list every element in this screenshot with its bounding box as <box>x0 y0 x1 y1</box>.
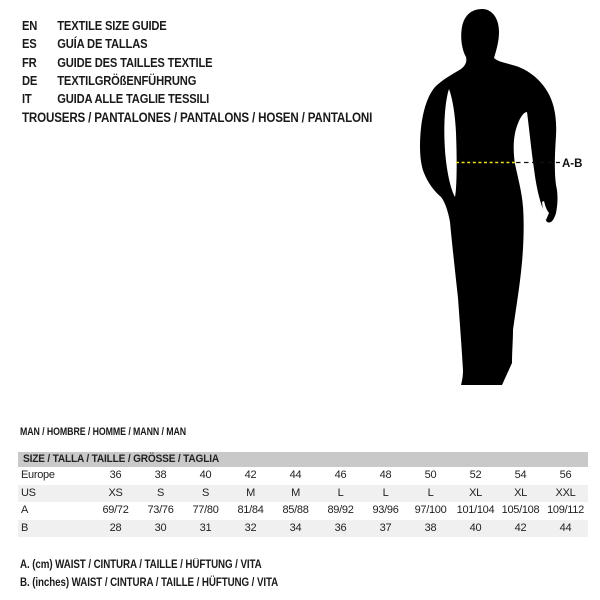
size-cell: L <box>337 486 344 499</box>
size-cell: 81/84 <box>237 504 264 516</box>
size-cell: 38 <box>424 521 437 534</box>
size-table-header-bar <box>18 452 588 467</box>
language-code: FR <box>22 54 37 70</box>
size-cell: 97/100 <box>414 504 447 516</box>
size-cell: 109/112 <box>547 504 584 516</box>
size-cell: 105/108 <box>501 504 540 516</box>
table-row <box>18 502 588 520</box>
size-cell: XXL <box>555 486 576 499</box>
size-cell: 54 <box>514 469 527 481</box>
waist-measure-label: A-B <box>562 158 583 170</box>
size-cell: 46 <box>334 469 347 481</box>
size-cell: S <box>201 486 210 499</box>
size-cell: 31 <box>199 521 212 534</box>
size-cell: 56 <box>559 469 572 481</box>
size-cell: 40 <box>469 521 482 534</box>
row-label: B <box>21 521 29 534</box>
footnote-b: B. (inches) WAIST / CINTURA / TAILLE / HÜFTUNG / VITA <box>20 577 279 590</box>
size-cell: 89/92 <box>327 504 354 516</box>
size-cell: 34 <box>289 521 302 534</box>
size-cell: 50 <box>424 469 437 481</box>
language-title: TEXTILGRÖßENFÜHRUNG <box>57 72 197 88</box>
size-cell: 85/88 <box>282 504 309 516</box>
size-cell: 36 <box>109 469 122 481</box>
size-cell: 32 <box>244 521 257 534</box>
row-label: Europe <box>21 469 55 481</box>
size-table <box>18 452 588 537</box>
language-code: ES <box>22 36 37 52</box>
table-row <box>18 467 588 485</box>
size-cell: 48 <box>379 469 392 481</box>
language-title: GUIDE DES TAILLES TEXTILE <box>57 54 213 70</box>
language-title: GUIDA ALLE TAGLIE TESSILI <box>57 91 210 107</box>
size-cell: 101/104 <box>456 504 495 516</box>
size-table-header-label: SIZE / TALLA / TAILLE / GRÖSSE / TAGLIA <box>23 453 219 465</box>
size-cell: 37 <box>379 521 392 534</box>
size-cell: 36 <box>334 521 347 534</box>
size-cell: 42 <box>514 521 527 534</box>
language-title: GUÍA DE TALLAS <box>57 36 148 52</box>
size-cell: XL <box>469 486 482 499</box>
size-cell: 44 <box>559 521 572 534</box>
size-cell: 40 <box>199 469 212 481</box>
size-cell: S <box>156 486 165 499</box>
gender-heading: MAN / HOMBRE / HOMME / MANN / MAN <box>20 426 187 438</box>
language-code: IT <box>22 91 32 107</box>
table-row <box>18 485 588 503</box>
language-code: EN <box>22 18 38 33</box>
size-cell: 93/96 <box>372 504 399 516</box>
size-cell: XS <box>108 486 123 499</box>
row-label: US <box>21 486 36 499</box>
size-table-rows <box>18 467 588 537</box>
size-cell: L <box>427 486 434 499</box>
size-cell: 73/76 <box>147 504 174 516</box>
size-cell: 77/80 <box>192 504 219 516</box>
size-cell: 38 <box>154 469 167 481</box>
size-cell: 52 <box>469 469 482 481</box>
language-title: TEXTILE SIZE GUIDE <box>57 18 167 33</box>
language-code: DE <box>22 72 38 88</box>
garment-category-heading: TROUSERS / PANTALONES / PANTALONS / HOSEN / PANTALONI <box>22 110 373 125</box>
size-cell: M <box>246 486 255 499</box>
table-row <box>18 520 588 538</box>
size-cell: 42 <box>244 469 257 481</box>
man-silhouette-icon <box>420 9 558 385</box>
row-label: A <box>21 504 29 516</box>
size-cell: 30 <box>154 521 167 534</box>
size-cell: 28 <box>109 521 122 534</box>
size-cell: 69/72 <box>102 504 129 516</box>
size-cell: XL <box>514 486 527 499</box>
footnote-a: A. (cm) WAIST / CINTURA / TAILLE / HÜFTUNG / VITA <box>20 559 262 571</box>
measurement-footnotes <box>20 556 278 593</box>
size-cell: L <box>382 486 389 499</box>
size-cell: 44 <box>289 469 302 481</box>
size-cell: M <box>291 486 300 499</box>
